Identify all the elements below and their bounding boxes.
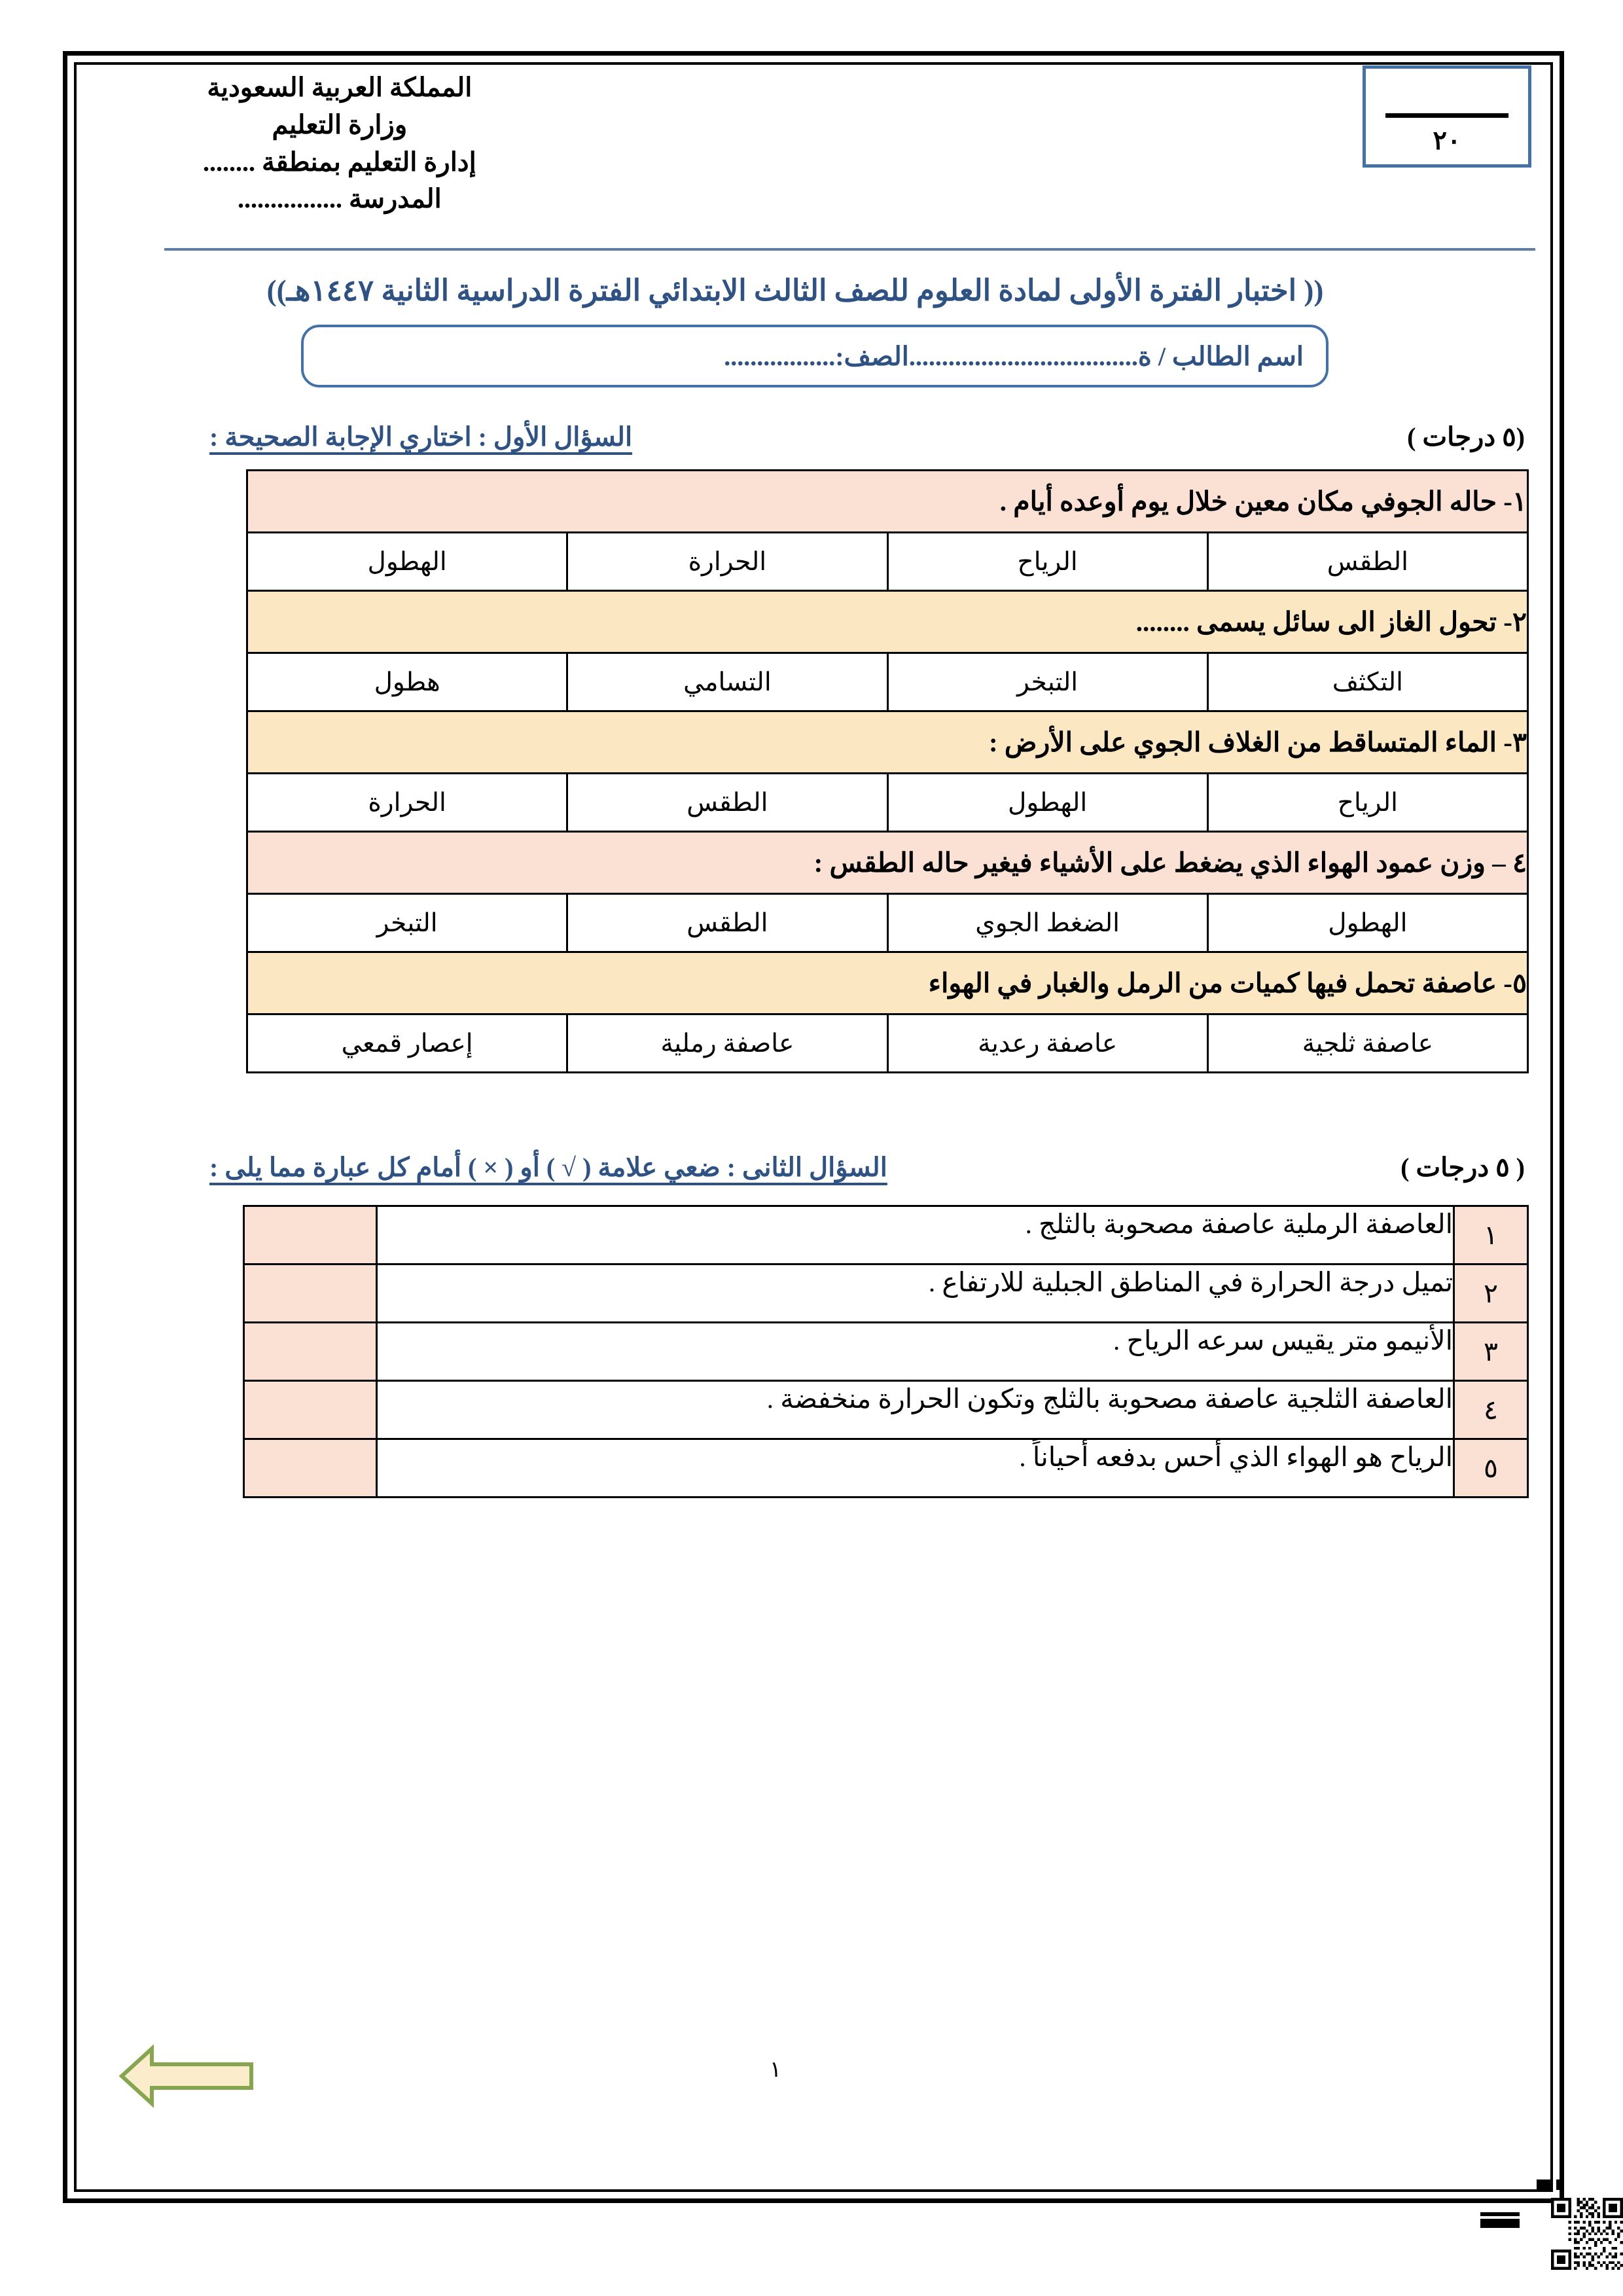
mcq-stem: ٢- تحول الغاز الى سائل يسمى ........ — [247, 591, 1528, 653]
student-class-label: الصف: — [835, 341, 909, 371]
mcq-option[interactable]: التبخر — [247, 894, 567, 952]
tf-answer-cell[interactable] — [244, 1265, 377, 1323]
mcq-option[interactable]: الهطول — [1207, 894, 1527, 952]
question1-marks: (٥ درجات ) — [1407, 422, 1525, 452]
question1-title: السؤال الأول : اختاري الإجابة الصحيحة : — [209, 422, 633, 452]
table-row — [247, 591, 1528, 653]
ministry-line-school: المدرسة ................ — [238, 184, 442, 214]
table-row — [247, 711, 1528, 774]
mcq-option[interactable]: عاصفة ثلجية — [1207, 1014, 1527, 1073]
tf-statement: العاصفة الثلجية عاصفة مصحوبة بالثلج وتكون الحرارة منخفضة . — [377, 1381, 1454, 1439]
left-arrow-icon[interactable] — [118, 2043, 255, 2109]
table-row — [247, 894, 1528, 952]
table-row — [247, 832, 1528, 894]
mcq-table — [246, 469, 1529, 1073]
mcq-option[interactable]: التسامي — [567, 653, 887, 711]
qr-code-icon — [1551, 2198, 1623, 2270]
page-footer — [92, 2041, 1538, 2119]
table-row — [247, 653, 1528, 711]
question2-title: السؤال الثانى : ضعي علامة ( √ ) أو ( × ) أمام كل عبارة مما يلى : — [209, 1153, 887, 1183]
document-header — [157, 65, 1531, 218]
mcq-stem: ٥- عاصفة تحمل فيها كميات من الرمل والغبار في الهواء — [247, 952, 1528, 1014]
question2-header — [209, 1152, 1525, 1183]
student-info-field[interactable] — [301, 325, 1329, 387]
qr-marker-bar — [1537, 2179, 1551, 2190]
tf-answer-cell[interactable] — [244, 1381, 377, 1439]
question1-header — [209, 422, 1525, 452]
tf-row-number: ٢ — [1454, 1265, 1528, 1323]
qr-code-block — [1480, 2179, 1623, 2296]
header-divider — [164, 248, 1535, 251]
mcq-option[interactable]: الحرارة — [247, 774, 567, 832]
mcq-option[interactable]: الطقس — [567, 894, 887, 952]
table-row — [244, 1439, 1528, 1498]
mcq-option[interactable]: الطقس — [567, 774, 887, 832]
tf-row-number: ١ — [1454, 1206, 1528, 1265]
tf-statement: الأنيمو متر يقيس سرعه الرياح . — [377, 1323, 1454, 1381]
student-name-label: اسم الطالب / ة — [1137, 341, 1304, 371]
grade-fraction-rule — [1385, 113, 1508, 118]
tf-statement: تميل درجة الحرارة في المناطق الجبلية للارتفاع . — [377, 1265, 1454, 1323]
grade-score-box[interactable] — [1363, 65, 1531, 168]
tf-statement: الرياح هو الهواء الذي أحس بدفعه أحياناً . — [377, 1439, 1454, 1498]
table-row — [247, 952, 1528, 1014]
ministry-block — [157, 65, 476, 218]
table-row — [244, 1265, 1528, 1323]
tf-row-number: ٤ — [1454, 1381, 1528, 1439]
mcq-option[interactable]: التكثف — [1207, 653, 1527, 711]
tf-answer-cell[interactable] — [244, 1206, 377, 1265]
mcq-option[interactable]: عاصفة رعدية — [887, 1014, 1207, 1073]
tf-statement: العاصفة الرملية عاصفة مصحوبة بالثلج . — [377, 1206, 1454, 1265]
mcq-stem: ٣- الماء المتساقط من الغلاف الجوي على الأرض : — [247, 711, 1528, 774]
qr-side-bar — [1480, 2219, 1520, 2228]
mcq-option[interactable]: التبخر — [887, 653, 1207, 711]
tf-answer-cell[interactable] — [244, 1323, 377, 1381]
mcq-option[interactable]: عاصفة رملية — [567, 1014, 887, 1073]
tf-row-number: ٥ — [1454, 1439, 1528, 1498]
truefalse-table — [243, 1205, 1529, 1498]
page-number: ١ — [769, 2058, 782, 2082]
table-row — [247, 471, 1528, 533]
mcq-option[interactable]: الحرارة — [567, 533, 887, 591]
mcq-option[interactable]: الرياح — [887, 533, 1207, 591]
table-row — [244, 1323, 1528, 1381]
mcq-option[interactable]: الطقس — [1207, 533, 1527, 591]
document-content — [92, 65, 1538, 2193]
mcq-option[interactable]: هطول — [247, 653, 567, 711]
table-row — [247, 1014, 1528, 1073]
student-name-dots[interactable]: ................................... — [908, 341, 1138, 371]
mcq-option[interactable]: الضغط الجوي — [887, 894, 1207, 952]
ministry-line-department: إدارة التعليم بمنطقة ........ — [203, 147, 476, 177]
table-row — [247, 533, 1528, 591]
mcq-stem: ١- حاله الجوفي مكان معين خلال يوم أوعده أيام . — [247, 471, 1528, 533]
qr-marker-bar — [1556, 2179, 1561, 2190]
tf-row-number: ٣ — [1454, 1323, 1528, 1381]
exam-title: (( اختبار الفترة الأولى لمادة العلوم للصف الثالث الابتدائي الفترة الدراسية الثانية ١٤٤٧هـ)) — [266, 274, 1324, 308]
mcq-option[interactable]: الهطول — [887, 774, 1207, 832]
ministry-line-ministry: وزارة التعليم — [272, 109, 408, 139]
qr-side-bar — [1480, 2212, 1520, 2216]
question2-marks: ( ٥ درجات ) — [1400, 1153, 1525, 1183]
ministry-line-kingdom: المملكة العربية السعودية — [207, 73, 473, 102]
table-row — [244, 1381, 1528, 1439]
mcq-option[interactable]: إعصار قمعي — [247, 1014, 567, 1073]
mcq-option[interactable]: الرياح — [1207, 774, 1527, 832]
student-class-dots[interactable]: ................. — [724, 341, 836, 371]
grade-total: ٢٠ — [1433, 126, 1461, 155]
table-row — [244, 1206, 1528, 1265]
table-row — [247, 774, 1528, 832]
mcq-stem: ٤ – وزن عمود الهواء الذي يضغط على الأشياء فيغير حاله الطقس : — [247, 832, 1528, 894]
tf-answer-cell[interactable] — [244, 1439, 377, 1498]
mcq-option[interactable]: الهطول — [247, 533, 567, 591]
